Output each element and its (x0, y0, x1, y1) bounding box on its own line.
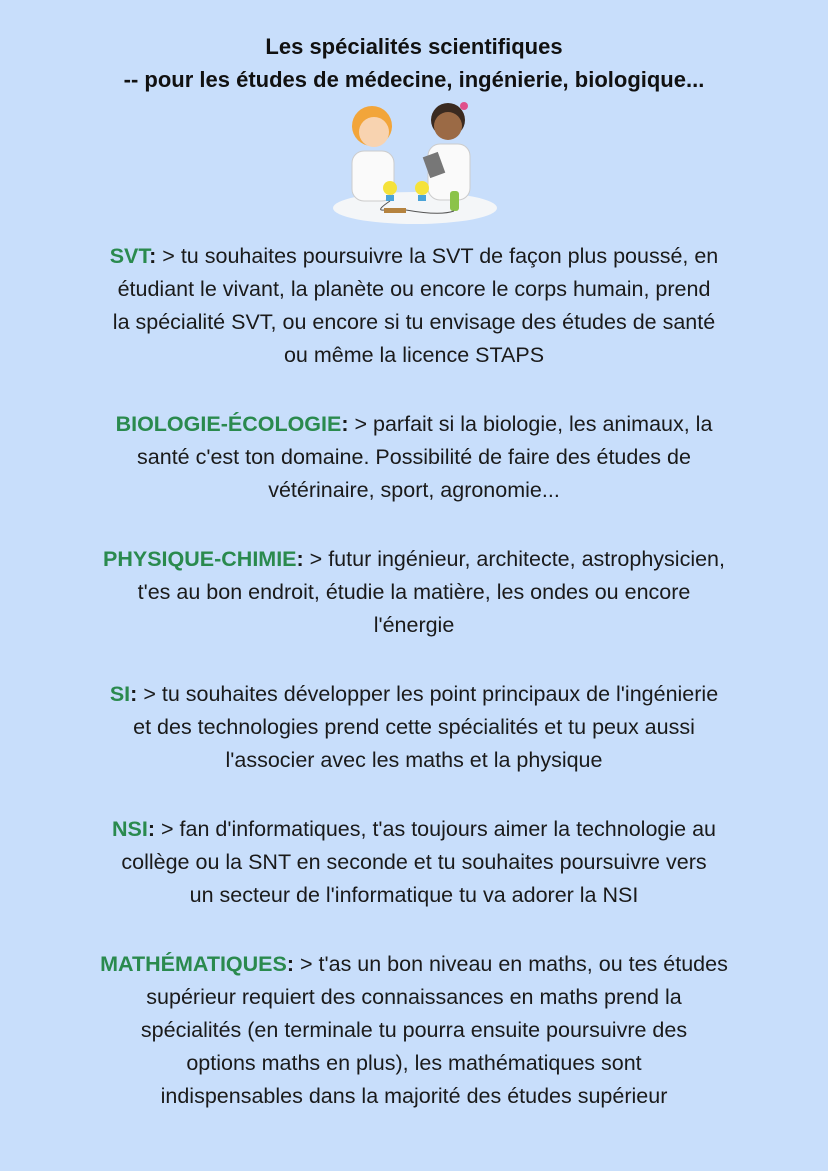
section-label: MATHÉMATIQUES (100, 952, 287, 976)
section-label: SVT (109, 244, 150, 268)
section-text: ou même la licence STAPS (283, 343, 545, 367)
section-text: spécialités (en terminale tu pourra ensuite poursuivre des (140, 1018, 688, 1042)
section-text: > parfait si la biologie, les animaux, la (348, 412, 713, 436)
scientists-illustration (330, 96, 500, 226)
section-label: SI (109, 682, 131, 706)
section-biologie-ecologie: BIOLOGIE-ÉCOLOGIE: > parfait si la biologie, les animaux, la santé c'est ton domaine. Possibilité de faire des études de vétérinaire, sport, agronomie... (0, 408, 828, 507)
section-physique-chimie: PHYSIQUE-CHIMIE: > futur ingénieur, architecte, astrophysicien, t'es au bon endroit, étudie la matière, les ondes ou encore l'énergie (0, 543, 828, 642)
section-si: SI: > tu souhaites développer les point principaux de l'ingénierie et des technologies prend cette spécialités et tu peux aussi l'associer avec les maths et la physique (0, 678, 828, 777)
section-text: supérieur requiert des connaissances en maths prend la (146, 985, 682, 1009)
section-text: un secteur de l'informatique tu va adorer la NSI (189, 883, 639, 907)
section-text: indispensables dans la majorité des études supérieur (160, 1084, 668, 1108)
section-text: la spécialité SVT, ou encore si tu envisage des études de santé (112, 310, 716, 334)
section-text: > futur ingénieur, architecte, astrophysicien, (303, 547, 725, 571)
section-label: PHYSIQUE-CHIMIE (103, 547, 297, 571)
section-label: NSI (112, 817, 148, 841)
section-text: collège ou la SNT en seconde et tu souhaites poursuivre vers (121, 850, 707, 874)
section-text: > tu souhaites développer les point principaux de l'ingénierie (137, 682, 719, 706)
section-text: > tu souhaites poursuivre la SVT de façon plus poussé, en (156, 244, 719, 268)
section-text: et des technologies prend cette spécialités et tu peux aussi (133, 715, 695, 739)
page-title (0, 30, 828, 96)
section-mathematiques: MATHÉMATIQUES: > t'as un bon niveau en maths, ou tes études supérieur requiert des connaissances en maths prend la spécialités (en terminale tu pourra ensuite poursuivre des options maths en plus), les mathématiques sont indispensables dans la majorité des études supérieur (0, 948, 828, 1113)
section-text: > fan d'informatiques, t'as toujours aimer la technologie au (155, 817, 716, 841)
section-svt: SVT: > tu souhaites poursuivre la SVT de façon plus poussé, en étudiant le vivant, la planète ou encore le corps humain, prend la spécialité SVT, ou encore si tu envisage des études de santé ou même la licence STAPS (0, 240, 828, 372)
title-line-1: Les spécialités scientifiques (265, 34, 563, 59)
section-text: étudiant le vivant, la planète ou encore le corps humain, prend (117, 277, 711, 301)
title-line-2: -- pour les études de médecine, ingénierie, biologique... (123, 67, 705, 92)
section-text: vétérinaire, sport, agronomie... (268, 478, 560, 502)
section-text: l'associer avec les maths et la physique (225, 748, 603, 772)
section-text: t'es au bon endroit, étudie la matière, les ondes ou encore (137, 580, 691, 604)
section-text: options maths en plus), les mathématiques sont (186, 1051, 642, 1075)
section-text: > t'as un bon niveau en maths, ou tes études (294, 952, 728, 976)
specialties-list (0, 240, 828, 1149)
section-label: BIOLOGIE-ÉCOLOGIE (115, 412, 342, 436)
section-text: l'énergie (373, 613, 455, 637)
section-text: santé c'est ton domaine. Possibilité de faire des études de (137, 445, 691, 469)
section-nsi: NSI: > fan d'informatiques, t'as toujours aimer la technologie au collège ou la SNT en seconde et tu souhaites poursuivre vers un secteur de l'informatique tu va adorer la NSI (0, 813, 828, 912)
